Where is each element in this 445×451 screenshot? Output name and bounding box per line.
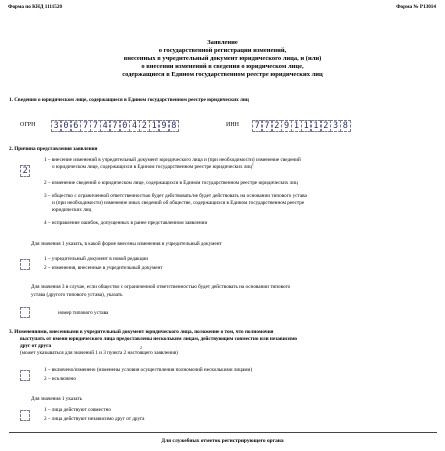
powers-mode-option-2: 2 – лица действуют независимо друг от друга (44, 416, 145, 422)
inn-digit: 7 (252, 120, 262, 132)
reason-option-3-cont2: юридических лиц (52, 207, 92, 213)
charter-question: Для значения 3 в случае, если общество с ограниченной ответственностью будет действовать на основании типового (31, 284, 291, 290)
ogrn-digit: 2 (139, 120, 149, 132)
inn-label: ИНН (226, 122, 239, 128)
reason-option-2: 2 – изменение сведений о юридическом лице, содержащихся в Едином государственном реестре юридических лиц (44, 180, 298, 186)
reason-digit: 2 (20, 165, 30, 177)
reason-option-1: 1 – внесение изменений в учредительный документ юридического лица и (при необходимости) изменение сведений (44, 157, 301, 163)
powers-option-2: 2 – исключено (44, 376, 76, 382)
section2-heading: 2. Причина представления заявления (9, 146, 98, 152)
reason-field[interactable] (20, 165, 30, 177)
powers-choice-box[interactable] (20, 370, 30, 381)
inn-digit: 1 (311, 120, 321, 132)
ogrn-digit: 1 (149, 120, 159, 132)
inn-digit: 8 (340, 120, 350, 132)
form-option-1: 1 – учредительный документ в новой редакции (44, 256, 149, 262)
title-line-1: Заявление (207, 39, 238, 46)
ogrn-digit: 4 (100, 120, 110, 132)
ogrn-digit: 7 (90, 120, 100, 132)
ogrn-digit: 0 (120, 120, 130, 132)
form-option-2: 2 – изменения, внесенные в учредительный документ (44, 265, 163, 271)
service-marks-heading: Для служебных отметок регистрирующего органа (161, 438, 284, 444)
ogrn-field[interactable] (51, 120, 178, 132)
ogrn-digit: 4 (129, 120, 139, 132)
powers-option-1: 1 – включено/изменено (изменены условия осуществления полномочий несколькими лицами) (44, 367, 253, 373)
inn-digit: 1 (301, 120, 311, 132)
charter-question-cont: устава (другого типового устава), указать (31, 292, 123, 298)
title-line-5: содержащиеся в Едином государственном реестре юридических лиц (122, 71, 323, 78)
footer-divider (9, 432, 437, 433)
charter-number-label: номер типового устава (58, 310, 109, 316)
inn-digit: 9 (281, 120, 291, 132)
inn-digit: 2 (321, 120, 331, 132)
section1-heading: 1. Сведения о юридическом лице, содержащиеся в Едином государственном реестре юридических лиц (9, 97, 249, 103)
ogrn-digit: 7 (80, 120, 90, 132)
form-code-left: Форма по КНД 1111520 (8, 4, 63, 10)
reason-option-3: 3 – общество с ограниченной ответственностью будет действовать/не будет действовать на основании типового устава (44, 193, 307, 199)
inn-digit: 1 (291, 120, 301, 132)
ogrn-digit: 0 (61, 120, 71, 132)
section3-heading-cont: выступать от имени юридического лица предоставлены нескольким лицам, действующим совместно или независимо (20, 336, 298, 342)
inn-digit: 2 (272, 120, 282, 132)
title-line-3: внесенных в учредительный документ юридического лица, и (или) (123, 55, 322, 62)
inn-digit: 7 (262, 120, 272, 132)
powers-question: Для значения 1 указать (31, 396, 82, 402)
ogrn-digit: 6 (71, 120, 81, 132)
section3-heading: 3. Изменениями, внесенными в учредительный документ юридического лица, положение о том, что полномочия (9, 329, 274, 335)
form-choice-box[interactable] (20, 259, 30, 270)
section3-heading-cont2: друг от друга (20, 343, 52, 349)
form-code-right: Форма № Р13014 (396, 4, 436, 10)
ogrn-digit: 7 (110, 120, 120, 132)
section3-note: (может указываться для значений 1 и 3 пункта 2 настоящего заявления) 2 (20, 346, 178, 356)
powers-mode-option-1: 1 – лица действуют совместно (44, 407, 111, 413)
inn-digit: 3 (330, 120, 340, 132)
ogrn-label: ОГРН (20, 122, 36, 128)
powers-mode-box[interactable] (20, 410, 30, 421)
title-line-4: о внесении изменений в сведения о юридическом лице, (141, 63, 304, 70)
form-question: Для значения 1 указать, в какой форме внесены изменения в учредительный документ (31, 241, 222, 247)
ogrn-digit: 9 (159, 120, 169, 132)
inn-field[interactable] (252, 120, 350, 132)
reason-option-1-cont: о юридическом лице, содержащихся в Едином государственном реестре юридических лиц$^1$ (52, 162, 254, 170)
reason-option-3-cont: и (при необходимости) изменение иных сведений об обществе, содержащихся в Едином государственном реестре (52, 200, 305, 206)
ogrn-digit: 3 (51, 120, 61, 132)
ogrn-digit: 8 (169, 120, 179, 132)
reason-option-4: 4 – исправление ошибок, допущенных в ранее представленном заявлении (44, 220, 208, 226)
title-line-2: о государственной регистрации изменений, (158, 47, 287, 54)
charter-number-box[interactable] (20, 307, 30, 318)
